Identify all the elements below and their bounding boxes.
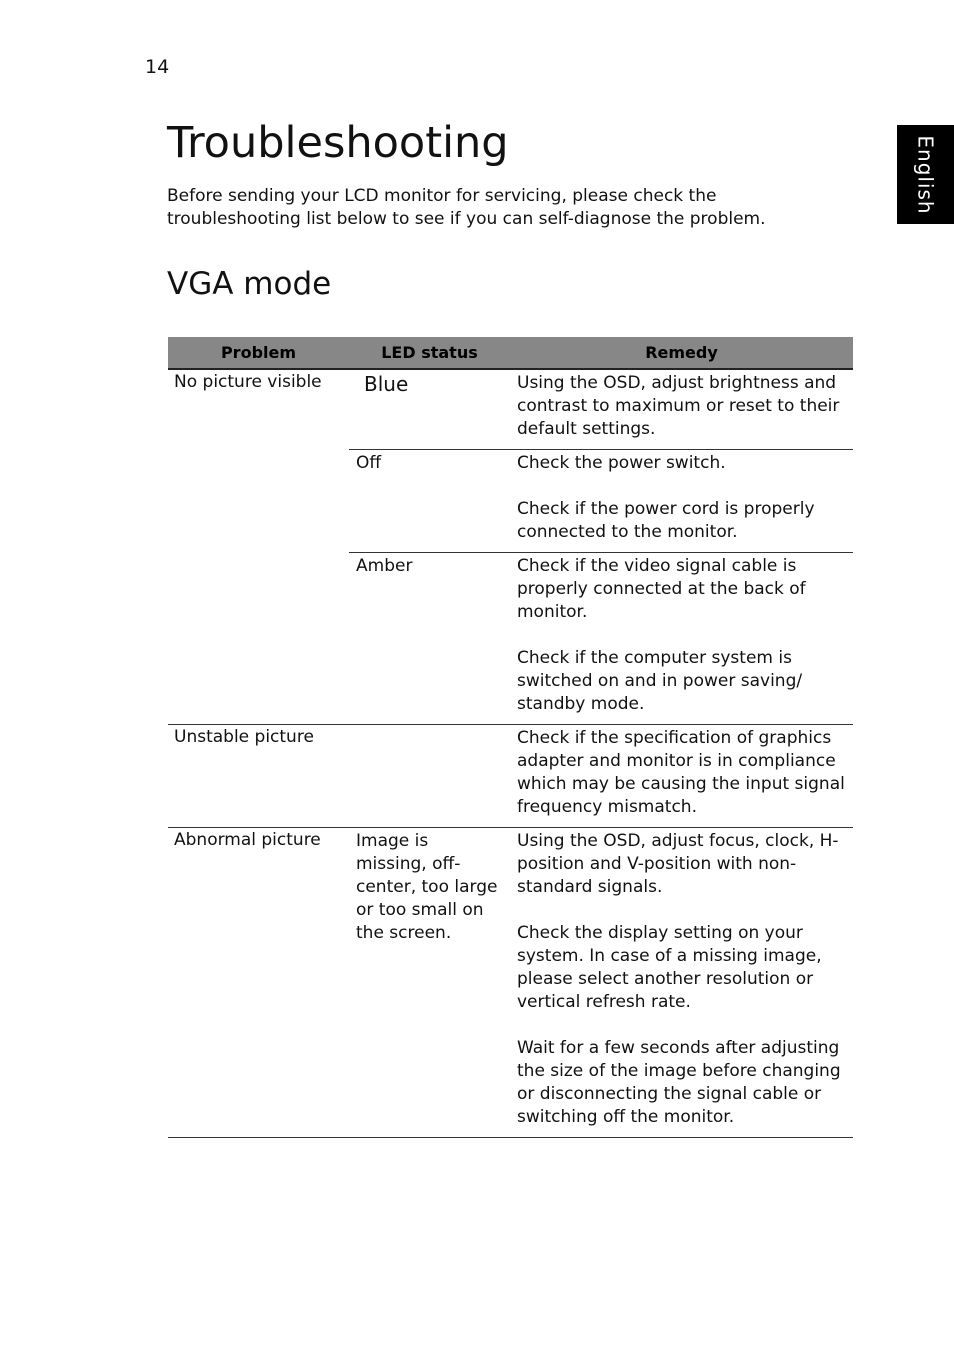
led-status-blue: Blue bbox=[364, 372, 409, 396]
led-status-cell bbox=[349, 369, 510, 450]
remedy-cell bbox=[510, 725, 853, 828]
remedy-text: Check if the specification of graphics adapter and monitor is in compliance which may be causing the input signal frequency mismatch. bbox=[517, 728, 845, 817]
table-row bbox=[168, 828, 853, 1138]
remedy-cell bbox=[510, 553, 853, 725]
remedy-text: Check the display setting on your system. In case of a missing image, please select another resolution or vertical refresh rate. bbox=[517, 923, 822, 1012]
remedy-text: Wait for a few seconds after adjusting the size of the image before changing or disconnecting the signal cable or switching off the monitor. bbox=[517, 1038, 841, 1127]
led-status-cell: Amber bbox=[349, 553, 510, 725]
remedy-text: Using the OSD, adjust brightness and contrast to maximum or reset to their default settings. bbox=[517, 373, 840, 439]
remedy-text: Check if the computer system is switched on and in power saving/ standby mode. bbox=[517, 648, 803, 714]
section-title: VGA mode bbox=[167, 266, 332, 302]
header-led-status: LED status bbox=[349, 337, 510, 369]
page-title: Troubleshooting bbox=[167, 118, 509, 168]
remedy-cell bbox=[510, 369, 853, 450]
header-problem: Problem bbox=[168, 337, 349, 369]
problem-cell: Abnormal picture bbox=[168, 828, 349, 1138]
led-status-cell bbox=[349, 725, 510, 828]
table-row bbox=[168, 369, 853, 450]
troubleshooting-table bbox=[168, 337, 853, 1138]
intro-paragraph: Before sending your LCD monitor for servicing, please check the troubleshooting list below to see if you can self-diagnose the problem. bbox=[167, 186, 766, 229]
table-row bbox=[168, 725, 853, 828]
page-number: 14 bbox=[145, 56, 170, 78]
led-status-cell: Off bbox=[349, 450, 510, 553]
problem-cell: Unstable picture bbox=[168, 725, 349, 828]
remedy-cell bbox=[510, 828, 853, 1138]
language-tab bbox=[897, 125, 954, 224]
problem-cell: No picture visible bbox=[168, 369, 349, 725]
remedy-text: Check if the video signal cable is properly connected at the back of monitor. bbox=[517, 556, 806, 622]
remedy-text: Using the OSD, adjust focus, clock, H-position and V-position with non-standard signals. bbox=[517, 831, 839, 897]
table-header-row bbox=[168, 337, 853, 369]
remedy-text: Check the power switch. bbox=[517, 453, 726, 473]
led-status-cell: Image is missing, off-center, too large or too small on the screen. bbox=[349, 828, 510, 1138]
remedy-cell bbox=[510, 450, 853, 553]
remedy-text: Check if the power cord is properly connected to the monitor. bbox=[517, 499, 815, 542]
header-remedy: Remedy bbox=[510, 337, 853, 369]
language-tab-label: English bbox=[913, 134, 938, 215]
